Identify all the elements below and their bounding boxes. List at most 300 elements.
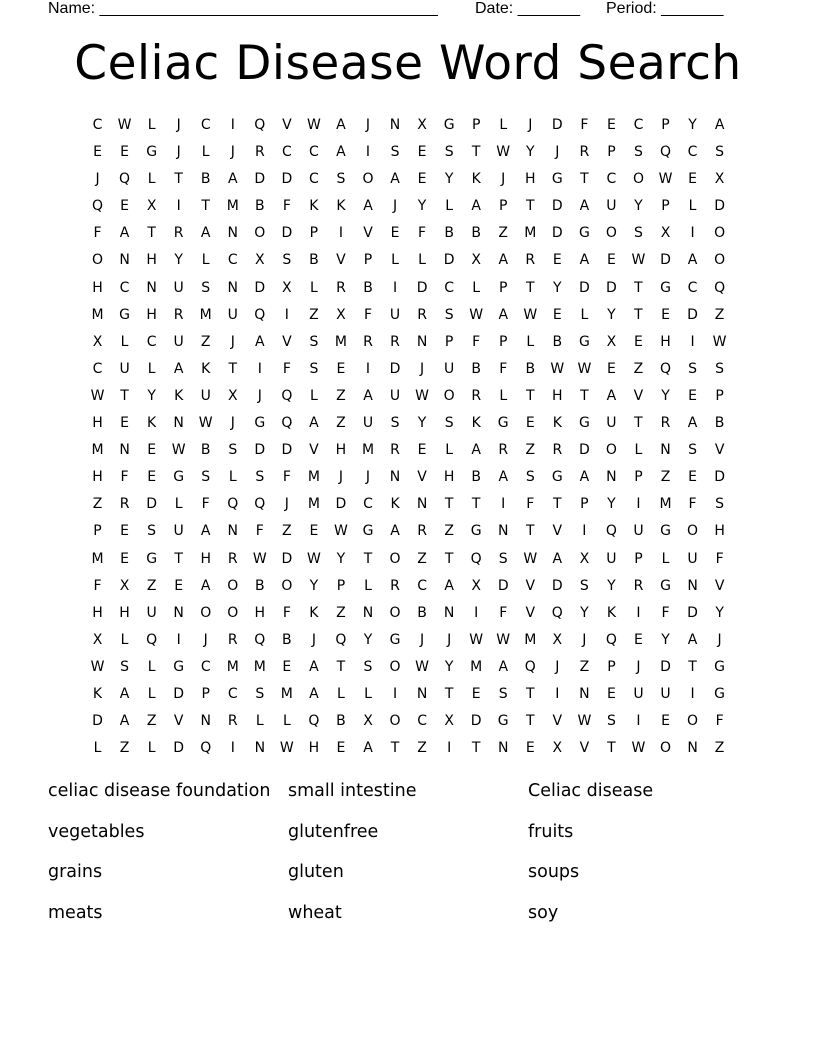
grid-letter: F xyxy=(499,604,508,621)
grid-letter: A xyxy=(714,117,725,133)
grid-letter: Y xyxy=(553,279,562,296)
grid-letter: L xyxy=(174,496,183,513)
grid-letter: H xyxy=(92,469,103,486)
grid-letter: P xyxy=(444,333,454,350)
grid-letter: D xyxy=(254,171,266,188)
grid-letter: I xyxy=(690,333,695,350)
grid-letter: W xyxy=(198,415,213,432)
grid-letter: S xyxy=(363,658,373,675)
grid-letter: O xyxy=(605,225,617,242)
grid-letter: E xyxy=(661,713,670,730)
grid-letter: T xyxy=(174,550,183,567)
grid-letter: N xyxy=(227,279,238,296)
grid-letter: L xyxy=(228,469,237,486)
grid-letter: W xyxy=(90,387,105,404)
grid-letter: V xyxy=(336,252,346,269)
grid-letter: N xyxy=(173,415,184,432)
grid-letter: O xyxy=(632,171,644,188)
grid-row xyxy=(84,628,733,655)
grid-letter: Y xyxy=(580,604,589,621)
grid-letter: E xyxy=(606,117,616,133)
date-field-label: Date: _______ xyxy=(475,0,580,17)
grid-letter: A xyxy=(390,171,400,188)
grid-letter: B xyxy=(471,225,481,242)
grid-letter: E xyxy=(147,442,157,459)
grid-letter: A xyxy=(606,387,617,404)
grid-letter: N xyxy=(687,740,698,757)
grid-row xyxy=(84,411,733,438)
grid-letter: E xyxy=(120,550,129,567)
grid-letter: I xyxy=(230,740,235,757)
grid-row xyxy=(84,113,733,140)
grid-letter: P xyxy=(499,279,508,296)
grid-letter: B xyxy=(417,604,427,621)
grid-letter: K xyxy=(606,604,616,621)
grid-letter: G xyxy=(173,469,185,486)
word-list-item: gluten xyxy=(288,862,344,882)
grid-letter: W xyxy=(415,387,429,404)
grid-letter: R xyxy=(227,631,238,648)
grid-letter: H xyxy=(308,740,320,757)
grid-letter: R xyxy=(579,144,590,161)
grid-letter: P xyxy=(309,225,319,242)
grid-letter: S xyxy=(228,442,238,459)
grid-letter: P xyxy=(471,117,481,133)
grid-letter: W xyxy=(469,306,484,323)
grid-letter: X xyxy=(92,631,103,648)
grid-letter: K xyxy=(201,360,211,377)
grid-letter: V xyxy=(282,117,292,133)
word-list-item: grains xyxy=(48,862,103,882)
grid-letter: Z xyxy=(633,360,644,377)
grid-letter: Q xyxy=(281,415,293,432)
grid-letter: E xyxy=(309,523,319,540)
grid-letter: L xyxy=(147,685,156,702)
grid-letter: G xyxy=(660,523,671,540)
grid-letter: H xyxy=(146,252,157,269)
grid-letter: R xyxy=(633,577,644,594)
grid-letter: E xyxy=(93,144,102,161)
grid-letter: F xyxy=(282,360,291,377)
grid-letter: M xyxy=(91,306,104,323)
grid-letter: R xyxy=(173,225,184,242)
grid-letter: T xyxy=(525,685,535,702)
grid-letter: A xyxy=(309,685,319,702)
grid-letter: M xyxy=(91,442,104,459)
grid-letter: W xyxy=(577,713,592,730)
grid-letter: L xyxy=(282,713,291,730)
grid-letter: K xyxy=(471,415,481,432)
grid-letter: Z xyxy=(417,740,427,757)
grid-letter: C xyxy=(200,117,211,133)
grid-letter: N xyxy=(200,713,211,730)
grid-letter: T xyxy=(553,496,562,513)
grid-letter: D xyxy=(173,740,185,757)
grid-letter: J xyxy=(230,144,235,161)
name-field-label: Name: ______________________________________ xyxy=(48,0,438,17)
grid-letter: W xyxy=(631,252,646,269)
grid-letter: W xyxy=(550,360,565,377)
grid-letter: W xyxy=(658,171,673,188)
grid-letter: B xyxy=(282,631,292,648)
grid-letter: I xyxy=(555,685,560,702)
grid-letter: I xyxy=(690,225,695,242)
grid-letter: Z xyxy=(417,550,427,567)
grid-letter: E xyxy=(688,387,697,404)
grid-letter: W xyxy=(523,306,538,323)
grid-letter: X xyxy=(606,333,617,350)
grid-letter: O xyxy=(200,604,212,621)
grid-letter: K xyxy=(336,198,346,215)
grid-letter: S xyxy=(390,144,400,161)
grid-letter: S xyxy=(201,469,211,486)
grid-letter: V xyxy=(633,387,644,404)
grid-letter: E xyxy=(417,442,427,459)
grid-letter: V xyxy=(417,469,427,486)
grid-letter: L xyxy=(526,333,535,350)
grid-letter: A xyxy=(444,577,454,594)
grid-letter: X xyxy=(255,252,265,269)
grid-row xyxy=(84,221,733,248)
grid-letter: Y xyxy=(525,144,535,161)
grid-letter: S xyxy=(309,360,319,377)
grid-letter: A xyxy=(200,225,211,242)
word-list-item: glutenfree xyxy=(288,821,379,842)
grid-letter: E xyxy=(552,252,562,269)
grid-letter: W xyxy=(117,117,132,133)
grid-letter: Y xyxy=(336,550,346,567)
grid-letter: F xyxy=(580,117,589,133)
grid-letter: G xyxy=(146,144,158,161)
grid-letter: G xyxy=(660,279,671,296)
grid-letter: P xyxy=(661,198,670,215)
grid-letter: R xyxy=(417,523,427,540)
grid-letter: C xyxy=(92,117,103,133)
grid-letter: B xyxy=(363,279,373,296)
grid-letter: N xyxy=(416,685,428,702)
grid-letter: D xyxy=(687,306,698,323)
grid-letter: M xyxy=(226,198,239,215)
grid-letter: Y xyxy=(363,631,373,648)
grid-letter: O xyxy=(443,387,455,404)
grid-letter: Y xyxy=(607,577,616,594)
grid-letter: O xyxy=(362,171,374,188)
grid-letter: O xyxy=(227,604,239,621)
grid-letter: E xyxy=(120,415,129,432)
grid-letter: Z xyxy=(309,306,319,323)
grid-letter: A xyxy=(336,144,346,161)
grid-letter: J xyxy=(528,117,533,133)
grid-letter: T xyxy=(580,171,589,188)
grid-letter: F xyxy=(282,604,291,621)
grid-letter: A xyxy=(498,252,509,269)
grid-letter: J xyxy=(311,631,316,648)
grid-letter: M xyxy=(199,306,212,323)
grid-letter: X xyxy=(552,631,563,648)
grid-letter: G xyxy=(660,577,671,594)
grid-letter: Z xyxy=(336,387,346,404)
grid-letter: D xyxy=(687,604,698,621)
grid-letter: W xyxy=(334,523,348,540)
grid-letter: J xyxy=(365,469,371,486)
grid-letter: I xyxy=(230,117,235,133)
grid-letter: T xyxy=(336,658,346,675)
grid-letter: H xyxy=(660,333,671,350)
grid-letter: Z xyxy=(146,577,157,594)
grid-row xyxy=(84,519,733,546)
grid-letter: L xyxy=(201,144,210,161)
grid-letter: U xyxy=(606,415,617,432)
grid-letter: J xyxy=(95,171,100,188)
grid-letter: H xyxy=(254,604,266,621)
grid-letter: N xyxy=(443,604,455,621)
grid-letter: R xyxy=(363,333,373,350)
grid-letter: X xyxy=(579,550,590,567)
grid-letter: G xyxy=(578,333,590,350)
grid-letter: L xyxy=(147,360,156,377)
grid-letter: G xyxy=(497,713,509,730)
grid-letter: Q xyxy=(659,360,672,377)
grid-letter: L xyxy=(147,658,156,675)
grid-letter: Q xyxy=(254,117,266,133)
grid-letter: O xyxy=(389,658,401,675)
grid-letter: C xyxy=(687,144,698,161)
grid-letter: U xyxy=(389,306,401,323)
grid-letter: S xyxy=(390,415,400,432)
grid-letter: J xyxy=(365,117,371,133)
grid-letter: L xyxy=(309,279,318,296)
grid-row xyxy=(84,601,733,628)
grid-letter: G xyxy=(714,685,726,702)
grid-letter: S xyxy=(147,523,157,540)
grid-letter: O xyxy=(605,442,617,459)
grid-letter: C xyxy=(309,144,319,161)
grid-letter: V xyxy=(309,442,319,459)
grid-letter: P xyxy=(634,550,643,567)
grid-row xyxy=(84,438,733,465)
grid-letter: D xyxy=(497,577,509,594)
grid-letter: Z xyxy=(525,442,536,459)
grid-letter: W xyxy=(523,550,538,567)
grid-letter: Z xyxy=(444,523,454,540)
grid-letter: S xyxy=(255,685,265,702)
grid-letter: E xyxy=(606,360,616,377)
grid-row xyxy=(84,276,733,303)
grid-row xyxy=(84,547,733,574)
grid-letter: L xyxy=(499,387,508,404)
grid-letter: S xyxy=(255,469,265,486)
grid-letter: V xyxy=(552,523,563,540)
word-list-item: celiac disease foundation xyxy=(48,781,271,801)
grid-letter: Z xyxy=(714,306,725,323)
grid-letter: P xyxy=(363,252,373,269)
grid-letter: K xyxy=(92,685,103,702)
grid-letter: U xyxy=(200,387,211,404)
grid-letter: C xyxy=(281,144,292,161)
grid-letter: A xyxy=(309,658,319,675)
grid-letter: H xyxy=(146,306,157,323)
grid-letter: Q xyxy=(146,631,158,648)
grid-letter: C xyxy=(363,496,373,513)
grid-letter: H xyxy=(200,550,211,567)
grid-letter: J xyxy=(176,144,181,161)
grid-letter: S xyxy=(715,144,725,161)
grid-letter: T xyxy=(634,306,643,323)
grid-letter: Z xyxy=(579,658,590,675)
grid-letter: S xyxy=(688,360,697,377)
grid-letter: A xyxy=(336,117,346,133)
grid-letter: I xyxy=(690,685,695,702)
grid-letter: L xyxy=(634,442,643,459)
grid-letter: E xyxy=(417,144,427,161)
grid-letter: D xyxy=(173,685,185,702)
grid-letter: T xyxy=(471,496,481,513)
grid-letter: D xyxy=(281,225,293,242)
grid-letter: W xyxy=(469,631,484,648)
grid-letter: S xyxy=(525,469,535,486)
grid-letter: U xyxy=(633,523,644,540)
word-list-item: small intestine xyxy=(288,781,417,801)
grid-letter: R xyxy=(471,387,482,404)
grid-letter: X xyxy=(471,577,481,594)
grid-letter: J xyxy=(203,631,208,648)
grid-letter: P xyxy=(607,144,616,161)
grid-letter: T xyxy=(580,387,589,404)
grid-letter: G xyxy=(173,658,185,675)
grid-letter: J xyxy=(176,117,181,133)
grid-letter: Z xyxy=(200,333,211,350)
grid-letter: B xyxy=(471,469,481,486)
grid-letter: J xyxy=(717,631,722,648)
grid-letter: I xyxy=(338,225,344,242)
grid-row xyxy=(84,303,733,330)
grid-letter: C xyxy=(309,171,319,188)
grid-letter: S xyxy=(120,658,130,675)
grid-letter: I xyxy=(501,496,506,513)
grid-letter: G xyxy=(470,523,482,540)
grid-letter: X xyxy=(444,713,454,730)
grid-letter: J xyxy=(284,496,289,513)
grid-letter: R xyxy=(173,306,184,323)
grid-letter: Q xyxy=(254,496,266,513)
grid-letter: B xyxy=(255,198,265,215)
grid-letter: A xyxy=(579,198,590,215)
grid-letter: J xyxy=(420,360,425,377)
grid-letter: Y xyxy=(661,631,670,648)
grid-letter: I xyxy=(365,144,371,161)
grid-letter: I xyxy=(257,360,262,377)
word-list xyxy=(48,778,768,940)
grid-letter: S xyxy=(634,225,643,242)
grid-letter: D xyxy=(281,550,293,567)
grid-letter: R xyxy=(525,252,536,269)
period-field-label: Period: _______ xyxy=(606,0,724,17)
grid-letter: P xyxy=(715,387,724,404)
grid-letter: E xyxy=(120,523,129,540)
grid-letter: A xyxy=(498,658,509,675)
grid-letter: L xyxy=(364,685,372,702)
grid-letter: M xyxy=(253,658,266,675)
grid-letter: I xyxy=(392,279,398,296)
word-list-item: soy xyxy=(528,902,559,923)
grid-letter: Y xyxy=(715,604,724,621)
word-list-item: soups xyxy=(528,862,580,882)
grid-letter: M xyxy=(91,550,104,567)
grid-letter: M xyxy=(524,631,537,648)
grid-letter: L xyxy=(445,198,454,215)
grid-row xyxy=(84,465,733,492)
grid-letter: F xyxy=(363,306,373,323)
grid-letter: I xyxy=(447,740,452,757)
grid-letter: B xyxy=(525,360,536,377)
grid-letter: U xyxy=(146,604,157,621)
grid-letter: D xyxy=(389,360,401,377)
grid-letter: F xyxy=(715,713,724,730)
grid-letter: V xyxy=(282,333,292,350)
grid-letter: O xyxy=(389,604,401,621)
grid-letter: T xyxy=(525,387,535,404)
grid-letter: G xyxy=(146,550,158,567)
grid-letter: E xyxy=(120,144,129,161)
grid-letter: A xyxy=(227,171,238,188)
header xyxy=(48,0,748,20)
grid-letter: V xyxy=(525,604,536,621)
grid-letter: E xyxy=(417,171,427,188)
grid-letter: R xyxy=(552,442,563,459)
grid-letter: L xyxy=(445,442,454,459)
grid-letter: C xyxy=(687,279,698,296)
grid-letter: Z xyxy=(119,740,130,757)
grid-letter: E xyxy=(634,631,643,648)
grid-letter: X xyxy=(363,713,373,730)
grid-letter: S xyxy=(282,252,292,269)
grid-letter: D xyxy=(551,117,563,133)
grid-letter: X xyxy=(227,387,238,404)
grid-letter: M xyxy=(361,442,375,459)
grid-row xyxy=(84,574,733,601)
grid-letter: A xyxy=(471,198,481,215)
grid-letter: E xyxy=(606,252,616,269)
grid-letter: T xyxy=(228,360,238,377)
grid-letter: P xyxy=(634,469,643,486)
grid-letter: P xyxy=(499,198,508,215)
grid-letter: P xyxy=(607,658,616,675)
grid-letter: P xyxy=(499,333,508,350)
grid-letter: M xyxy=(659,496,672,513)
grid-letter: C xyxy=(92,360,103,377)
grid-letter: Z xyxy=(498,225,509,242)
grid-letter: N xyxy=(497,523,509,540)
grid-letter: Q xyxy=(551,604,563,621)
grid-letter: T xyxy=(444,550,454,567)
grid-letter: X xyxy=(119,577,130,594)
grid-letter: P xyxy=(336,577,346,594)
grid-letter: L xyxy=(309,387,318,404)
grid-letter: D xyxy=(281,442,293,459)
grid-letter: T xyxy=(147,225,156,242)
grid-letter: L xyxy=(661,550,670,567)
grid-letter: K xyxy=(309,198,319,215)
grid-row xyxy=(84,655,733,682)
grid-letter: Q xyxy=(254,306,266,323)
grid-letter: C xyxy=(227,252,238,269)
grid-letter: N xyxy=(389,117,401,133)
grid-letter: Q xyxy=(200,740,212,757)
letter-grid xyxy=(84,113,733,763)
grid-letter: Z xyxy=(660,469,671,486)
grid-letter: Q xyxy=(659,144,672,161)
grid-letter: Q xyxy=(605,631,617,648)
